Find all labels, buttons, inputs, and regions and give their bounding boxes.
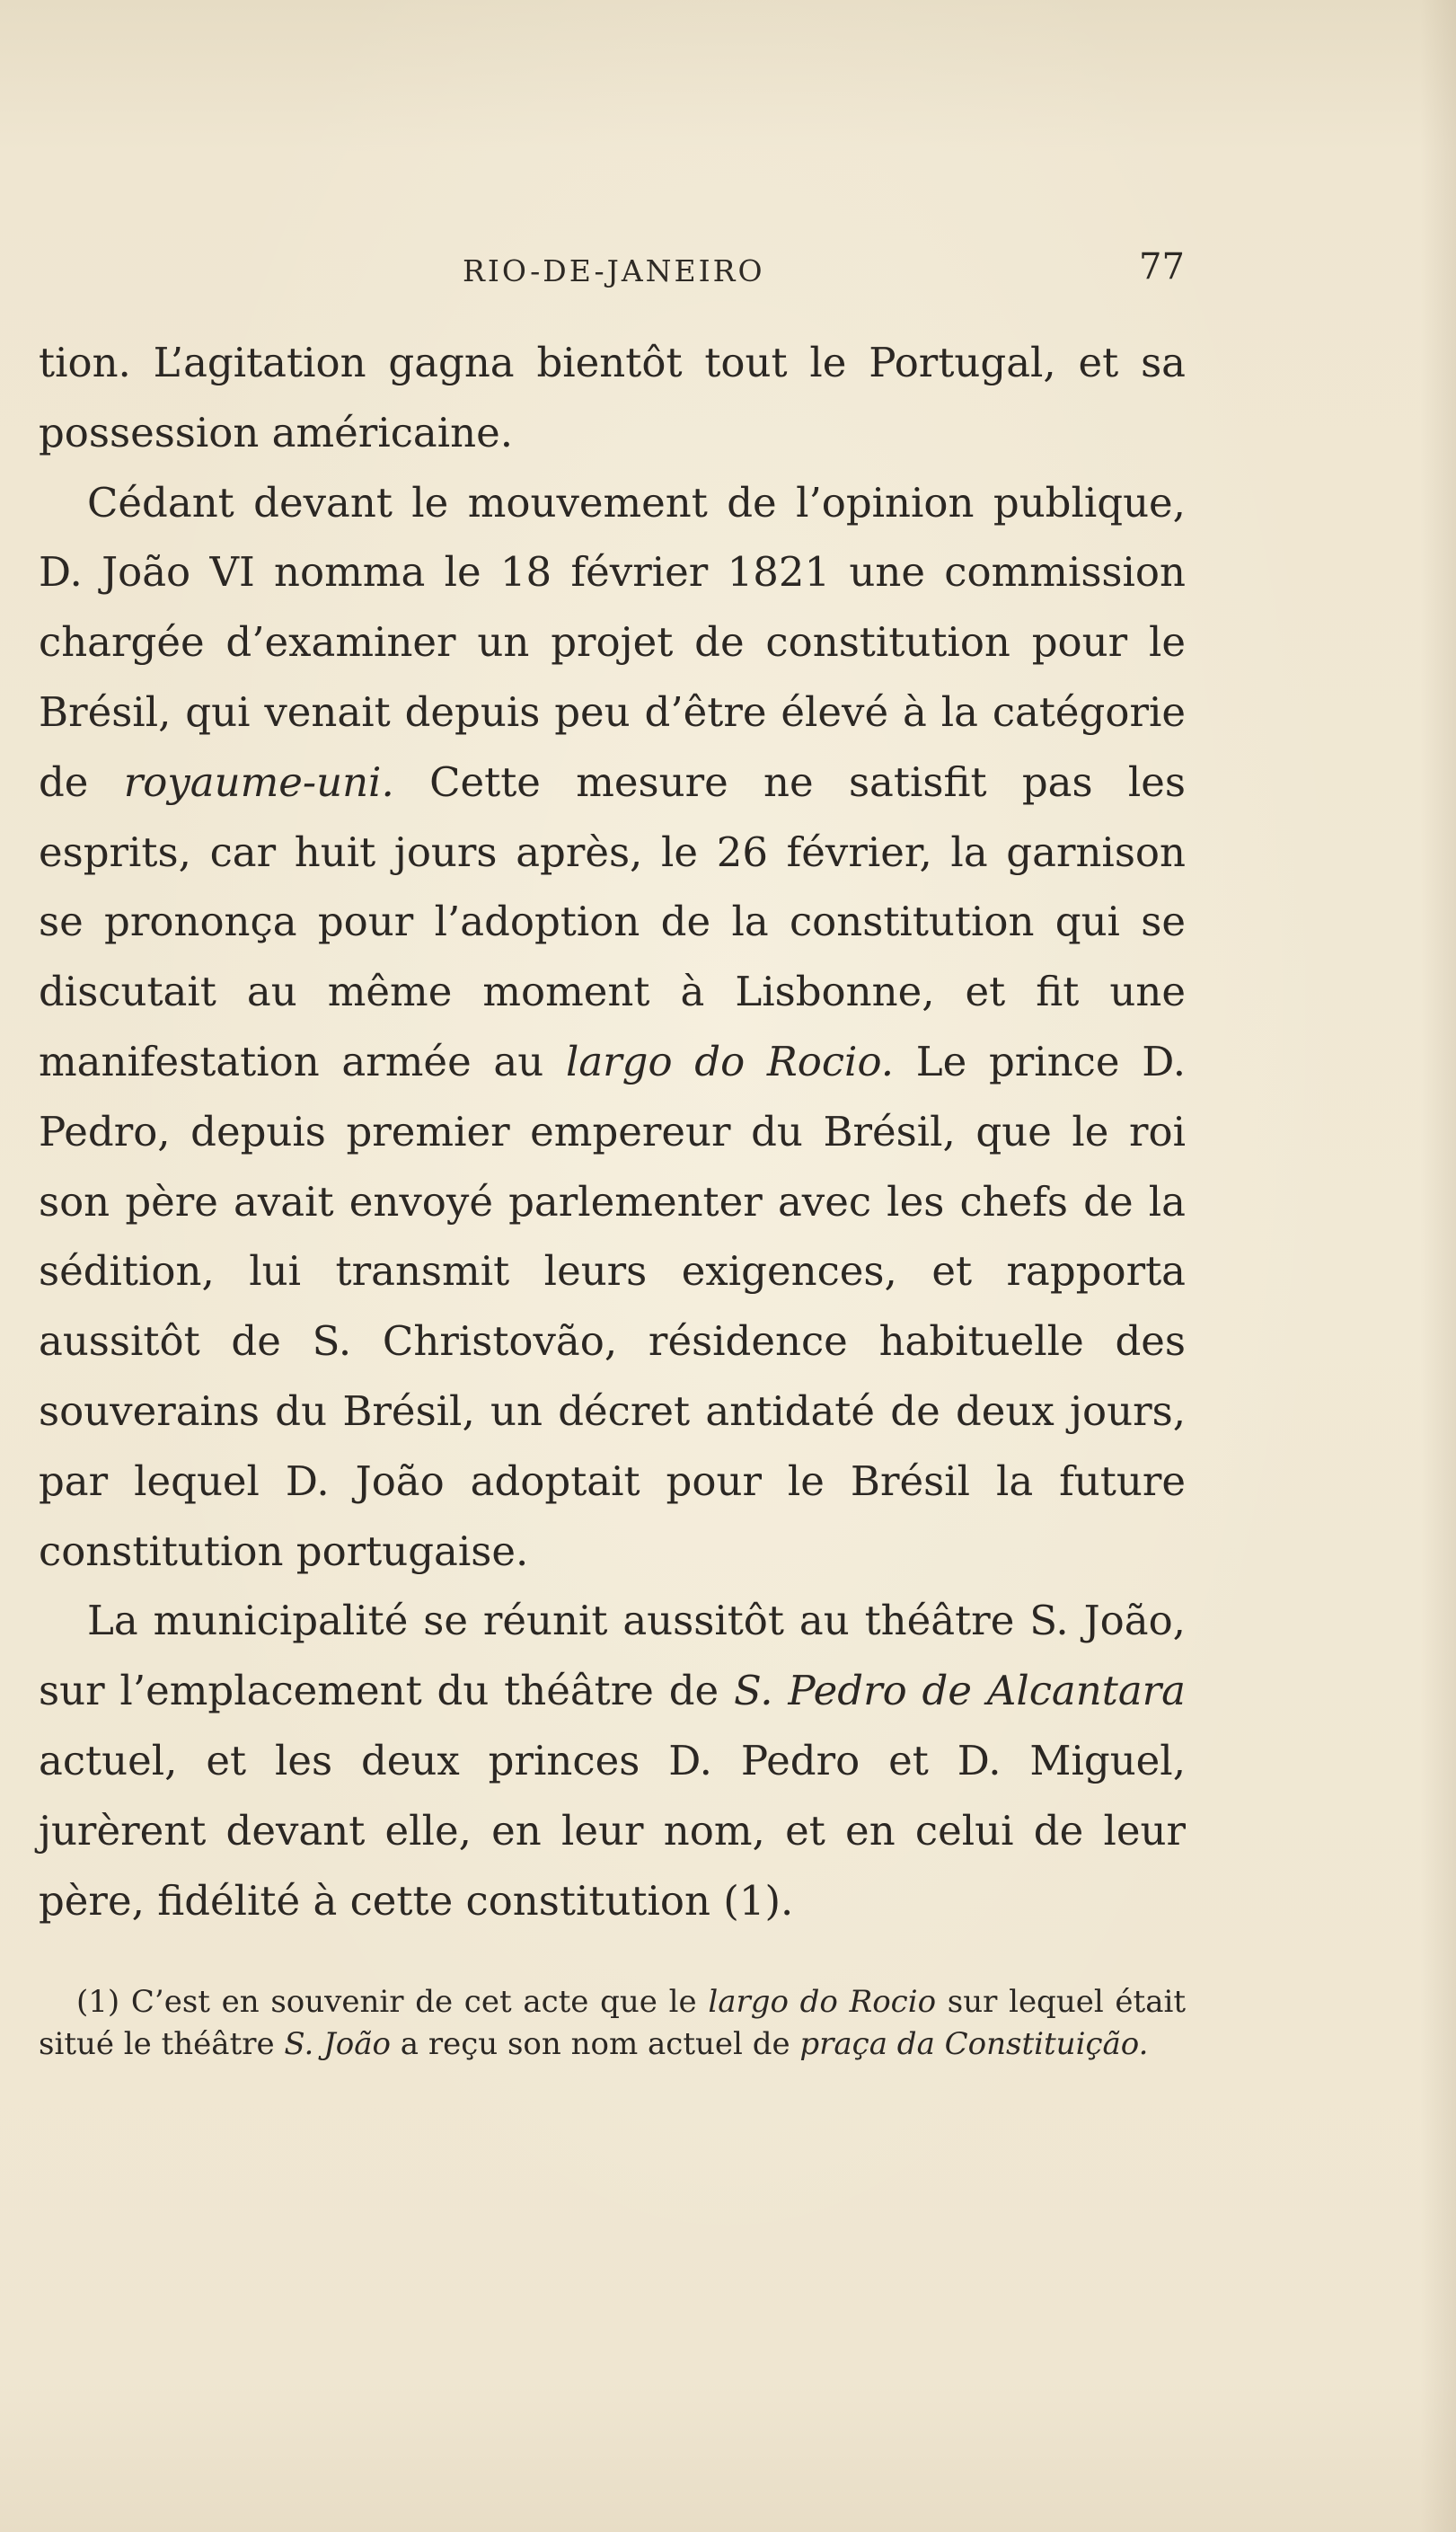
paragraph-3-text-a: La municipalité se réunit aussitôt au théâtre S. João, sur l’emplacement du théâtre de (39, 1597, 1186, 1715)
paragraph-2-italic-2: largo do Rocio. (565, 1037, 895, 1085)
paragraph-2-text-c: Le prince D. Pedro, depuis premier empereur du Brésil, que le roi son père avait envoyé parlementer avec les chefs de la sédition, lui transmit leurs exigences, et rapporta aussitôt de S. Christovão, résidence habituelle des souverains du Brésil, un décret antidaté de deux jours, par lequel D. João adoptait pour le Brésil la future constitution portugaise. (39, 1037, 1187, 1575)
paragraph-2-text-a: Cédant devant le mouvement de l’opinion publique, D. João VI nomma le 18 février 1821 une commission chargée d’examiner un projet de constitution pour le Brésil, qui venait depuis peu d’être élevé à la catégorie de (39, 478, 1186, 806)
footnote (39, 1981, 1186, 2066)
page-edge-shadow (1420, 0, 1456, 2532)
paragraph-1-text: tion. L’agitation gagna bientôt tout le Portugal, et sa possession américaine. (39, 339, 1186, 456)
footnote-italic-2: S. João (284, 2026, 391, 2062)
page-header (0, 235, 1456, 298)
paragraph-2-italic-1: royaume-uni. (123, 757, 394, 806)
running-title: RIO-DE-JANEIRO (463, 253, 765, 288)
paragraph-3 (39, 1586, 1186, 1935)
footnote-italic-1: largo do Rocio (708, 1984, 937, 2020)
footnote-text-c: a reçu son nom actuel de (390, 2026, 800, 2062)
paragraph-2 (39, 468, 1186, 1587)
footnote-italic-3: praça da Constituição. (799, 2026, 1149, 2062)
paragraph-3-italic-1: S. Pedro de Alcantara (734, 1667, 1186, 1715)
footnote-text-a: C’est en souvenir de cet acte que le (119, 1984, 709, 2020)
paragraph-1 (39, 328, 1186, 468)
footnote-text-b: sur lequel était situé le théâtre (39, 1984, 1187, 2062)
main-text (39, 328, 1186, 1935)
footnote-mark: (1) (76, 1984, 120, 2020)
page-number: 77 (1139, 246, 1185, 288)
paragraph-2-text-b: Cette mesure ne satisfit pas les esprits, car huit jours après, le 26 février, la garnison se prononça pour l’adoption de la constitution qui se discutait au même moment à Lisbonne, et fit une manifestation armée au (39, 757, 1187, 1085)
paragraph-3-text-b: actuel, et les deux princes D. Pedro et D. Miguel, jurèrent devant elle, en leur nom, et en celui de leur père, fidélité à cette constitution (1). (39, 1736, 1186, 1925)
